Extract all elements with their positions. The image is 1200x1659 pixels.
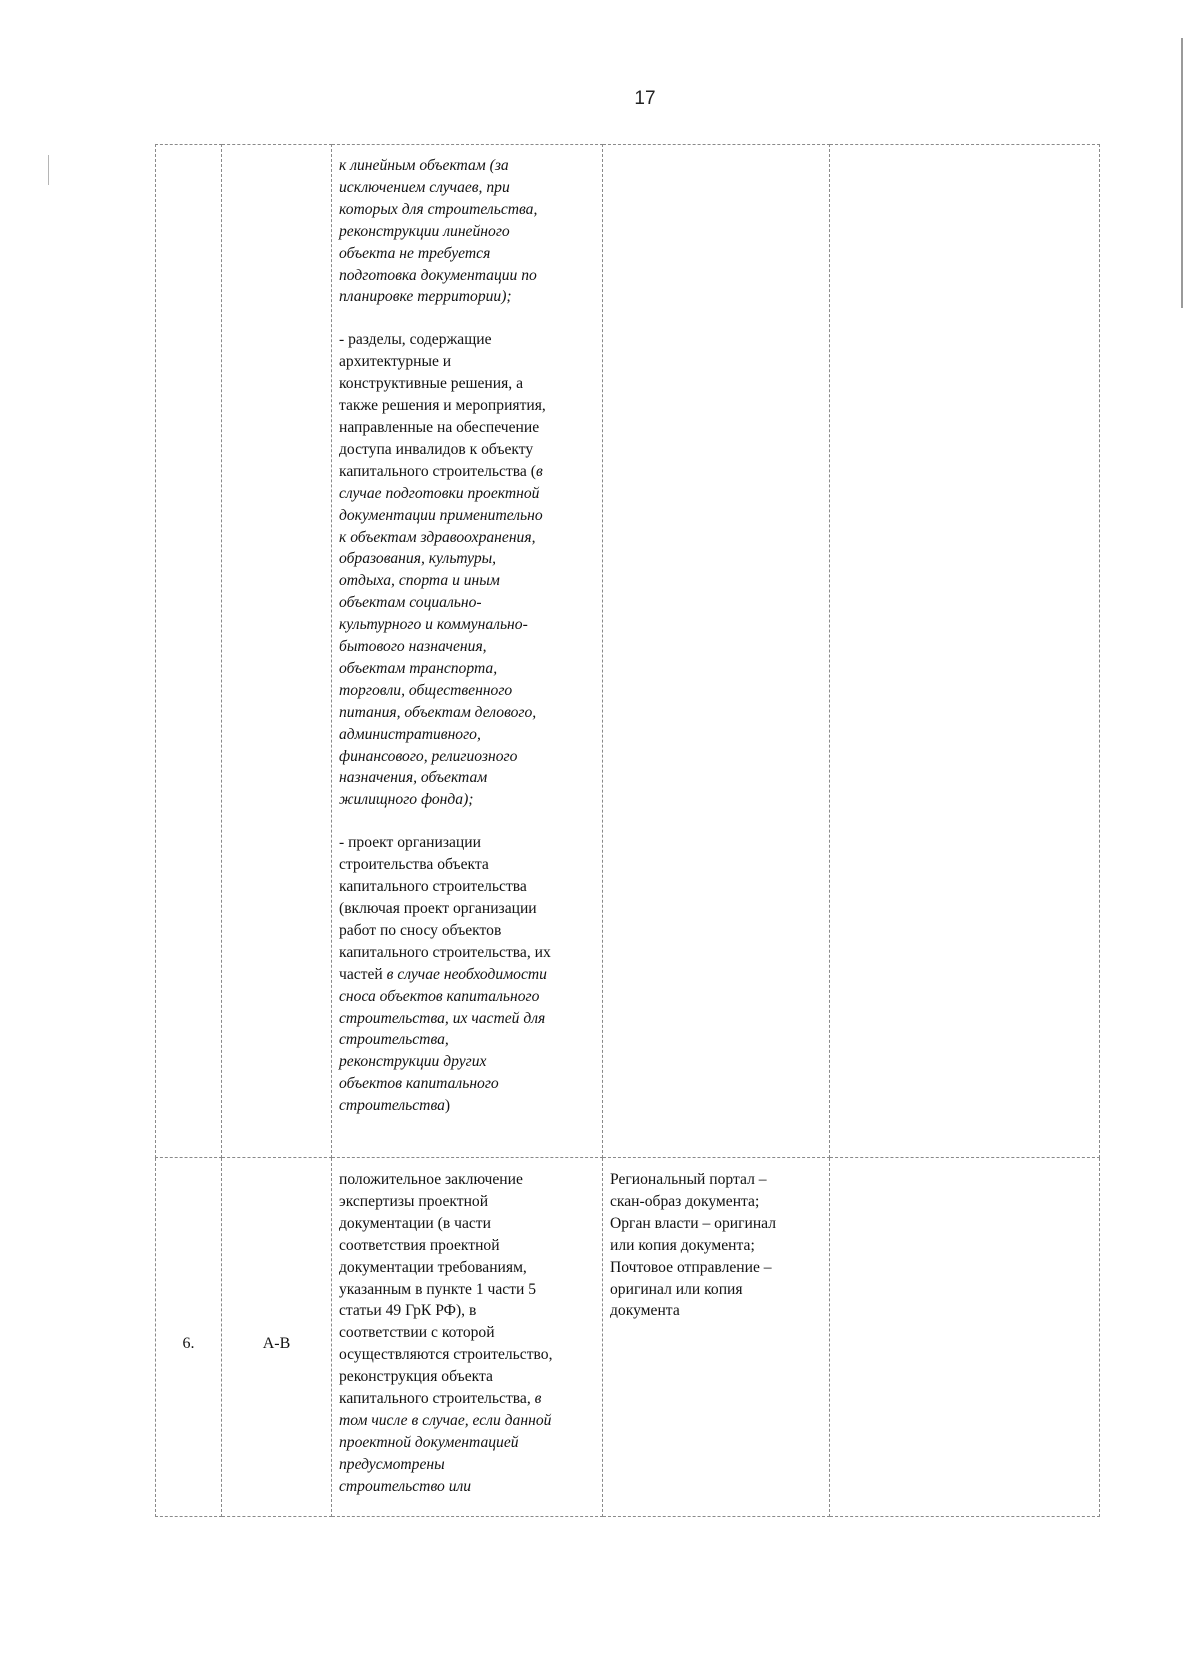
italic-text: к линейным объектам (за исключением случаев, при которых для строительства, реконструкции линейного объекта не требуется подготовка документации по планировке территории);	[339, 157, 538, 306]
paragraph	[339, 329, 596, 811]
notes-text	[830, 145, 1099, 161]
text-run: - разделы, содержащие архитектурные и конструктивные решения, а также решения и мероприятия, направленные на обеспечение доступа инвалидов к объекту капитального строительства (	[339, 331, 546, 480]
document-description-cell	[332, 145, 603, 1158]
text-run: положительное заключение экспертизы проектной документации (в части соответствия проектной документации требованиям, указанным в пункте 1 части 5 статьи 49 ГрК РФ), в соответствии с которой осуществляются строительство, реконструкция объекта капитального строительства,	[339, 1171, 553, 1408]
submission-method-cell	[603, 145, 830, 1158]
notes-cell	[830, 145, 1100, 1158]
notes-text	[830, 1158, 1099, 1175]
paragraph	[339, 1169, 596, 1498]
submission-method-text	[603, 145, 829, 161]
paragraph	[339, 155, 596, 308]
documents-table	[155, 144, 1100, 1517]
document-description	[332, 145, 602, 1123]
row-code-cell: А-В	[222, 1158, 332, 1517]
submission-method-text: Региональный портал – скан-образ документа; Орган власти – оригинал или копия документа; Почтовое отправление – оригинал или копия документа	[610, 1171, 777, 1320]
table-row	[156, 145, 1100, 1158]
scan-edge-mark	[48, 155, 49, 185]
scan-edge-mark	[1181, 38, 1183, 308]
row-number-cell: 6.	[156, 1158, 222, 1517]
document-description-cell	[332, 1158, 603, 1517]
submission-method-cell	[603, 1158, 830, 1517]
italic-text: в случае необходимости сноса объектов капитального строительства, их частей для строительства, реконструкции других объектов капитального строительства	[339, 965, 547, 1115]
italic-text: в случае подготовки проектной документации применительно к объектам здравоохранения, образования, культуры, отдыха, спорта и иным объектам социально- культурного и коммунально- бытового назначения, объектам транспорта, торговли, общественного питания, объектам делового, административного, финансового, религиозного назначения, объектам жилищного фонда);	[339, 462, 543, 809]
table-row	[156, 1158, 1100, 1517]
document-description	[332, 1158, 602, 1504]
row-number-cell	[156, 145, 222, 1158]
italic-text: в том числе в случае, если данной проектной документацией предусмотрены строительство или	[339, 1390, 552, 1495]
text-run: - проект организации строительства объекта капитального строительства (включая проект организации работ по сносу объектов капитального строительства, их частей	[339, 834, 551, 983]
page-number: 17	[634, 88, 656, 109]
row-code-cell	[222, 145, 332, 1158]
notes-cell	[830, 1158, 1100, 1517]
paragraph	[339, 832, 596, 1117]
text-run: )	[444, 1097, 451, 1115]
